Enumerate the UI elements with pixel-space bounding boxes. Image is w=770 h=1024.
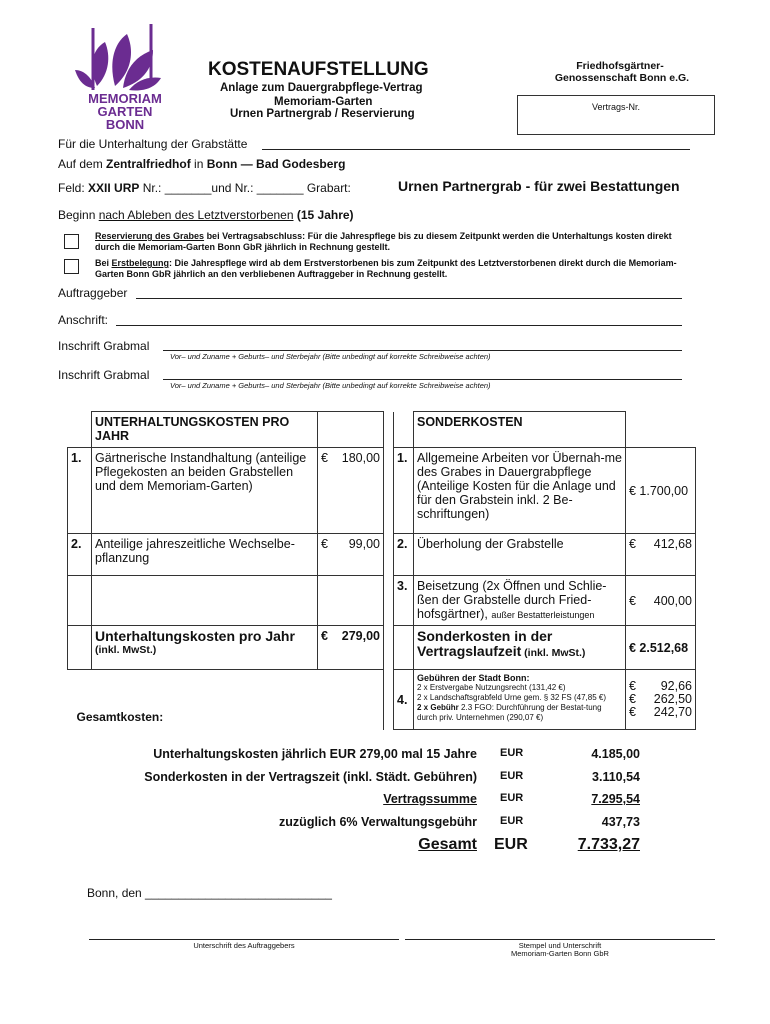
unterhaltung-label: Für die Unterhaltung der Grabstätte [58, 137, 248, 151]
cost-table [67, 411, 696, 730]
option-reservierung-text [95, 231, 695, 253]
inschrift-2-label: Inschrift Grabmal [58, 368, 150, 382]
maintenance-sum-label [92, 626, 318, 670]
summary-1-value: 4.185,00 [591, 747, 640, 761]
signature-company-label-2: Memoriam-Garten Bonn GbR [511, 949, 609, 958]
beginn-years: (15 Jahre) [296, 208, 354, 222]
maintenance-sum-sub: (inkl. MwSt.) [95, 644, 157, 656]
special-4-title: Gebühren der Stadt Bonn: [417, 673, 530, 683]
special-sum-value: € 2.512,68 [626, 626, 696, 670]
special-2-currency: € [629, 537, 636, 551]
maintenance-2-value: 99,00 [348, 537, 380, 551]
special-3-value: 400,00 [653, 593, 692, 608]
special-4-currency-2: € [629, 692, 636, 706]
special-1-value: € 1.700,00 [626, 448, 696, 534]
special-4-line-3-rest: 2.3 FGO: Durchführung der Bestat-tung durch priv. Unternehmen (290,07 €) [417, 703, 602, 722]
option-erstbelegung-title: Erstbelegung [111, 258, 170, 268]
option-reservierung-title: Reservierung des Grabes [95, 231, 205, 241]
special-4-value-1: 92,66 [660, 679, 692, 693]
cemetery-location: Bonn — Bad Godesberg [206, 157, 346, 171]
special-3-cost [626, 576, 696, 626]
special-2-text: Überholung der Grabstelle [414, 534, 626, 576]
total-value: 7.733,27 [577, 836, 640, 853]
maintenance-sum-value: 279,00 [341, 629, 380, 643]
special-3-no: 3. [394, 576, 414, 626]
option-reservierung-checkbox[interactable] [64, 234, 79, 249]
maintenance-1-value: 180,00 [341, 451, 380, 465]
signature-customer-line[interactable] [89, 939, 399, 940]
special-1-text: Allgemeine Arbeiten vor Übernah-me des Grabes in Dauergrabpflege (Anteilige Kosten für die Anlage und für den Grabstein inkl. 2 Be-schriftungen) [414, 448, 626, 534]
feld-line [58, 181, 351, 195]
gesamtkosten-label: Gesamtkosten: [76, 709, 164, 724]
special-3-desc: Beisetzung (2x Öffnen und Schlie-ßen der Grabstelle durch Fried-hofsgärtner), [417, 579, 607, 621]
summary-2-currency: EUR [500, 770, 524, 782]
maintenance-2-no: 2. [68, 534, 92, 576]
maintenance-2-cost [318, 534, 384, 576]
beginn-value: nach Ableben des Letztverstorbenen [98, 208, 294, 222]
special-4-currency-1: € [629, 679, 636, 693]
org-name-2: Genossenschaft Bonn e.G. [554, 72, 690, 84]
signature-customer-label: Unterschrift des Auftraggebers [193, 941, 295, 950]
anschrift-label: Anschrift: [58, 313, 109, 327]
maintenance-sum-title: Unterhaltungskosten pro Jahr [95, 628, 295, 644]
subtitle-3: Urnen Partnergrab / Reservierung [230, 108, 415, 120]
cemetery-name: Zentralfriedhof [106, 157, 191, 171]
inschrift-1-label: Inschrift Grabmal [58, 339, 150, 353]
contract-number-label: Vertrags-Nr. [591, 102, 640, 112]
logo [75, 20, 175, 132]
logo-text-2: GARTEN [97, 104, 153, 119]
special-sum-label [414, 626, 626, 670]
contract-number-box[interactable] [517, 95, 715, 135]
special-2-no: 2. [394, 534, 414, 576]
subtitle-1: Anlage zum Dauergrabpflege-Vertrag [220, 82, 423, 94]
anschrift-field[interactable] [116, 325, 682, 326]
summary-3-value: 7.295,54 [591, 792, 640, 806]
maintenance-1-cost [318, 448, 384, 534]
in-text: in [190, 157, 207, 171]
signature-company-line[interactable] [405, 939, 715, 940]
special-3-note: außer Bestatterleistungen [491, 610, 595, 620]
subtitle-2: Memoriam-Garten [274, 96, 373, 108]
auftraggeber-field[interactable] [136, 298, 682, 299]
summary-4-currency: EUR [500, 815, 524, 827]
option-reservierung-desc: bei Vertragsabschluss: Für die Jahrespflege bis zu diesem Zeitpunkt werden die Unterhaltungs kosten direkt durch die Memoriam-Garten Bonn GbR jährlich in Rechnung gestellt. [95, 231, 672, 252]
nr-fields: Nr.: _______und Nr.: _______ Grabart: [139, 181, 351, 195]
special-4-line-3 [417, 703, 622, 723]
total-currency: EUR [494, 836, 528, 853]
special-3-text [414, 576, 626, 626]
inschrift-2-hint: Vor– und Zuname + Geburts– und Sterbejahr (Bitte unbedingt auf korrekte Schreibweise achten) [170, 381, 491, 390]
summary-4-label: zuzüglich 6% Verwaltungsgebühr [279, 815, 477, 829]
logo-flower-icon [75, 20, 175, 92]
total-label: Gesamt [418, 836, 477, 853]
option-erstbelegung-desc: : Die Jahrespflege wird ab dem Erstverstorbenen bis zum Zeitpunkt des Letztverstorbenen direkt durch die Memoriam-Garten Bonn GbR jährlich an den verbliebenen Auftraggeber in Rechnung gestellt. [95, 258, 677, 279]
special-4-line-1: 2 x Erstvergabe Nutzungsrecht (131,42 €) [417, 683, 566, 692]
special-1-no: 1. [394, 448, 414, 534]
maintenance-sum-cost [318, 626, 384, 670]
summary-2-value: 3.110,54 [592, 770, 640, 784]
org-name-1: Friedhofsgärtner- [576, 60, 664, 72]
special-4-value-2: 262,50 [653, 692, 692, 706]
maintenance-1-no: 1. [68, 448, 92, 534]
maintenance-header: UNTERHALTUNGSKOSTEN PRO JAHR [92, 412, 318, 448]
special-4-line-3-b: 2 x Gebühr [417, 703, 459, 712]
special-4-no: 4. [394, 670, 414, 730]
option-erstbelegung-pre: Bei [95, 258, 112, 268]
special-4-value-3: 242,70 [653, 705, 692, 719]
beginn-label: Beginn [58, 208, 99, 222]
bonn-date-field[interactable]: Bonn, den ____________________________ [87, 886, 332, 900]
special-4-text [414, 670, 626, 730]
summary-3-label: Vertragssumme [383, 792, 477, 806]
special-3-currency: € [629, 593, 636, 608]
option-erstbelegung-checkbox[interactable] [64, 259, 79, 274]
maintenance-2-currency: € [321, 537, 328, 551]
auf-dem-text: Auf dem [58, 157, 107, 171]
cemetery-line [58, 157, 345, 171]
summary-4-value: 437,73 [601, 815, 640, 829]
maintenance-2-text: Anteilige jahreszeitliche Wechselbe-pflanzung [92, 534, 318, 576]
maintenance-sum-currency: € [321, 629, 328, 643]
summary-3-currency: EUR [500, 792, 524, 804]
logo-text-1: MEMORIAM [88, 91, 162, 106]
beginn-line [58, 208, 354, 222]
feld-value: XXII URP [88, 181, 140, 195]
special-2-value: 412,68 [653, 537, 692, 551]
summary-1-currency: EUR [500, 747, 524, 759]
feld-label: Feld: [58, 181, 89, 195]
special-sum-sub: (inkl. MwSt.) [521, 647, 586, 659]
auftraggeber-label: Auftraggeber [58, 286, 128, 300]
page-title: KOSTENAUFSTELLUNG [208, 59, 429, 80]
signature-company-label-1: Stempel und Unterschrift [518, 941, 602, 950]
unterhaltung-line[interactable] [262, 149, 690, 150]
grabart-value: Urnen Partnergrab - für zwei Bestattungen [398, 178, 680, 194]
option-erstbelegung-text [95, 258, 695, 280]
special-2-cost [626, 534, 696, 576]
summary-2-label: Sonderkosten in der Vertragszeit (inkl. Städt. Gebühren) [144, 770, 477, 784]
inschrift-1-hint: Vor– und Zuname + Geburts– und Sterbejahr (Bitte unbedingt auf korrekte Schreibweise achten) [170, 352, 491, 361]
special-4-line-2: 2 x Landschaftsgrabfeld Urne gem. § 32 FS (47,85 €) [417, 693, 606, 702]
logo-text-3: BONN [105, 117, 145, 132]
inschrift-1-field[interactable] [163, 350, 682, 351]
special-4-currency-3: € [629, 705, 636, 719]
maintenance-1-currency: € [321, 451, 328, 465]
maintenance-1-text: Gärtnerische Instandhaltung (anteilige Pflegekosten an beiden Grabstellen und dem Memoriam-Garten) [92, 448, 318, 534]
special-sum-title: Sonderkosten in der Vertragslaufzeit [417, 628, 553, 659]
special-4-values [626, 670, 696, 730]
special-costs-header: SONDERKOSTEN [414, 412, 626, 448]
summary-1-label: Unterhaltungskosten jährlich EUR 279,00 mal 15 Jahre [153, 747, 477, 761]
inschrift-2-field[interactable] [163, 379, 682, 380]
